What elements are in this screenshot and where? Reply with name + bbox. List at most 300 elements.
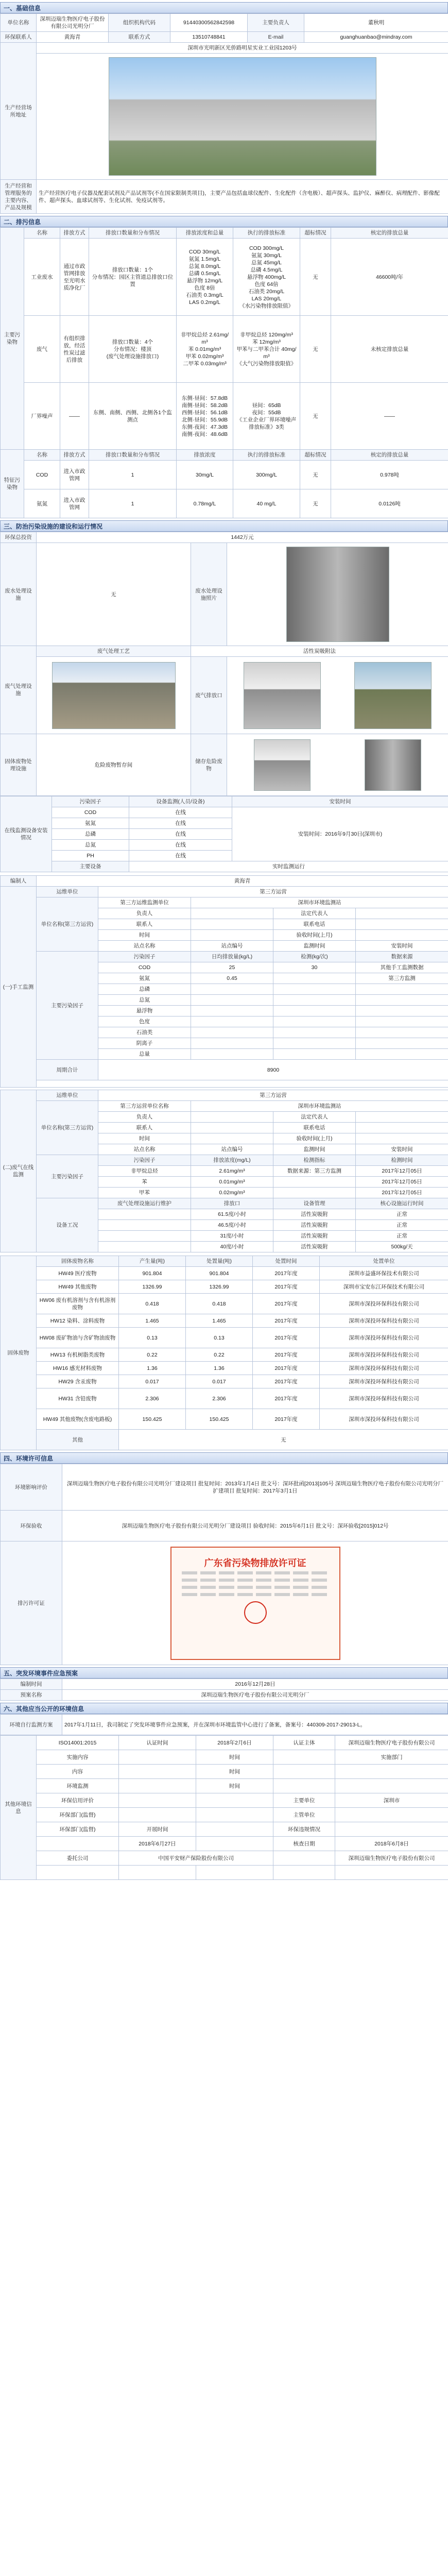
section-emergency-title: 五、突发环境事件应急预案 [0,1667,448,1679]
pollutant-row: 色度 [98,1016,191,1027]
sw-row: HW13 有机树脂类废物 [37,1348,119,1362]
row-wastewater-over: 无 [300,239,331,316]
gas-pollutant-head: 检测时间 [356,1155,448,1166]
special-nh3-mode: 进入市政管网 [60,489,89,518]
cert-title: 广东省污染物排放许可证 [204,1557,306,1569]
gas-pollutant-row: 2017年12月05日 [356,1188,448,1198]
head-dist: 排放口数量和分布情况 [89,228,177,239]
gas-sum-row: 正常 [356,1220,448,1231]
gas-sum-head: 排放口 [191,1198,273,1209]
sw-row: 901.804 [186,1267,253,1280]
gas-pollutant-row: 2.61mg/m³ [191,1166,273,1177]
sw-row: 1.465 [119,1314,186,1328]
wastewater-facility-photo [286,547,389,642]
env-row: 认证主体 [273,1736,335,1750]
cert-seal-icon [244,1601,267,1624]
sw-head: 处置单位 [320,1256,448,1267]
sw-row: 0.017 [186,1375,253,1388]
unit-row: 第三方运维监测单位 [98,897,191,908]
sw-row: HW49 其他废物(含废电路板) [37,1409,119,1430]
row-noise-dist: 东侧、南侧、西侧、北侧各1个监测点 [89,383,177,450]
period-total-value: 8900 [98,1060,448,1080]
sw-row: 2017年度 [253,1409,320,1430]
pollutant-head: 数据来源 [356,952,448,962]
row-gas-conc: 非甲烷总烃 2.61mg/m³ 苯 0.01mg/m³ 甲苯 0.02mg/m³ 二甲苯 0.03mg/m³ [177,316,233,383]
invest-label: 环保总投资 [1,532,37,543]
pollutant-row: 石油类 [98,1027,191,1038]
section-basic-info-title: 一、基础信息 [0,2,448,13]
row-gas-total: 未核定排放总量 [331,316,448,383]
gas-sum-row: 31度/小时 [191,1231,273,1242]
monitor-row: 氨氮 [52,818,129,829]
solid-waste-table [0,1256,448,1450]
period-total-label: 周期合计 [37,1060,98,1080]
sw-row: 1.36 [119,1362,186,1375]
head-total: 核定的排放总量 [331,228,448,239]
sw-head: 固体废物名称 [37,1256,119,1267]
section-emission-title: 二、排污信息 [0,216,448,227]
row-gas-name: 废气 [24,316,60,383]
emergency-table [0,1679,448,1701]
head-mode: 排放方式 [60,228,89,239]
gas-photo-cell-1 [37,657,191,734]
address: 深圳市光明新区光侨路明星实业工业园1203号 [37,43,448,54]
gas-unit-row: 深圳市环境监测站 [191,1101,448,1112]
sw-row: 901.804 [119,1267,186,1280]
sw-row: HW16 感光材料废物 [37,1362,119,1375]
row-wastewater-conc: COD 30mg/L 氨氮 1.5mg/L 总氮 8.0mg/L 总磷 0.5mg/L 悬浮物 12mg/L 色度 8倍 石油类 0.3mg/L LAS 0.2mg/L [177,239,233,316]
sw-row: 2.306 [119,1388,186,1409]
env-date-row: 2018年6月8日 [335,1837,448,1851]
sw-row: HW06 废有机溶剂与含有机溶剂废物 [37,1294,119,1314]
sw-head: 产生量(吨) [119,1256,186,1267]
head-std: 执行的排放标准 [233,228,300,239]
special-nh3-name: 氨氮 [24,489,60,518]
special-cod-std: 300mg/L [233,461,300,489]
sw-other-value: 无 [119,1430,448,1450]
gas-process: 活性炭吸附法 [191,646,448,657]
sw-row: 1326.99 [119,1280,186,1294]
sw-row: 深圳市深投环保科技有限公司 [320,1409,448,1430]
pollutant-row: 0.45 [191,973,273,984]
env-license-row: 环保信用评价 [37,1793,119,1808]
sw-row: 1326.99 [186,1280,253,1294]
env-row: 时间 [196,1765,273,1779]
gas-unit-row: 法定代表人 [273,1112,356,1123]
unit-row: 监测时间 [273,941,356,952]
sw-row: 深圳市宝安东江环保技术有限公司 [320,1280,448,1294]
special-nh3-over: 无 [300,489,331,518]
monitor-row: 在线 [129,829,232,840]
monitor-head-time: 安装时间 [232,796,448,807]
solid-facility-value: 危险废物暂存间 [37,734,191,796]
monitor-head-device: 设备监测(人员/设备) [129,796,232,807]
eia-label: 环境影响评价 [1,1464,62,1511]
building-photo-cell [37,54,448,180]
gas-process-label: 废气处理工艺 [37,646,191,657]
sw-row: HW12 染料、涂料废物 [37,1314,119,1328]
pollutant-row: 25 [191,962,273,973]
online-monitor-label: 在线监测设备安装情况 [1,796,52,872]
emergency-date-label: 编制时间 [1,1679,62,1690]
other-env-table [0,1735,448,1880]
env-row: 实施内容 [37,1750,119,1765]
sw-row: 2017年度 [253,1314,320,1328]
gas-operation-table [0,1090,448,1252]
row-gas-std: 非甲烷总烃 120mg/m³ 苯 12mg/m³ 甲苯与二甲苯合计 40mg/m³ 《大气污染物排放限值》 [233,316,300,383]
cert-line [182,1593,329,1596]
pollutant-row: 30 [273,962,356,973]
env-license-row: 环保违规情况 [273,1822,335,1837]
acceptance-label: 环保验收 [1,1511,62,1541]
contact-label: 环保联系人 [1,32,37,43]
env-license-row: 主要单位 [273,1793,335,1808]
email[interactable]: guanghuanbao@mindray.com [304,32,448,43]
factory-building-photo [109,57,376,176]
product-label: 生产经营和管理服务的主要内容、产品及规模 [1,180,37,214]
row-gas-over: 无 [300,316,331,383]
wastewater-photo-cell [227,543,448,646]
row-noise-conc: 东侧·昼间：57.8dB 南侧·昼间：58.2dB 西侧·昼间：56.1dB 北侧·昼间：55.9dB 东侧·夜间：47.3dB 南侧·夜间：48.6dB [177,383,233,450]
sw-row: 2017年度 [253,1348,320,1362]
sw-row: HW08 废矿物油与含矿物油废物 [37,1328,119,1348]
cert-line [182,1579,329,1582]
env-row: 环境监测 [37,1779,119,1793]
pollutant-row: 悬浮物 [98,1006,191,1016]
row-noise-total: —— [331,383,448,450]
manual-monitor-label: (一)手工监测 [1,887,37,1088]
env-date-row: 核查日期 [273,1837,335,1851]
gas-unit-head: 单位名称(第三方运营) [37,1101,98,1155]
sw-row: 0.22 [119,1348,186,1362]
pollutant-head: 污染因子 [98,952,191,962]
legal-label: 主要负责人 [248,14,304,32]
unit-row: 时间 [98,930,191,941]
gas-outlet-photo-2 [354,662,432,729]
unit-row: 联系人 [98,919,191,930]
gas-sum-row: 46.5度/小时 [191,1220,273,1231]
special-cod-name: COD [24,461,60,489]
wastewater-facility-label: 废水处理设施 [1,543,37,646]
self-monitor-text: 2017年1月11日，我司制定了突发环境事件应急预案，并在深圳市环境监管中心进行了备案，备案号：440309-2017-29013-L。 [62,1715,448,1735]
env-company-row: 委托公司 [37,1851,119,1866]
sw-row: 深圳市深投环保科技有限公司 [320,1314,448,1328]
monitor-row: PH [52,851,129,861]
main-pollutant-label: 主要污染物 [1,228,24,450]
sw-row: 深圳市深投环保科技有限公司 [320,1375,448,1388]
pollutant-row: 其他手工监测数据 [356,962,448,973]
env-row: 时间 [196,1750,273,1765]
gas-sum-row: 正常 [356,1209,448,1220]
gas-sum-head: 核心设施运行时间 [356,1198,448,1209]
unit-head: 单位名称(第三方运营) [37,897,98,952]
row-gas-dist: 排放口数量：4个 分布情况：楼顶 (废气处理设施排放口) [89,316,177,383]
solid-photo-cell [227,734,448,796]
gas-pollutant-row: 2017年12月05日 [356,1177,448,1188]
row-noise-name: 厂界噪声 [24,383,60,450]
gas-facility-label: 废气处理设施 [1,646,37,734]
special-nh3-total: 0.0126吨 [331,489,448,518]
pollutant-row: 总磷 [98,984,191,995]
head-over: 超标情况 [300,228,331,239]
gas-pollutant-head: 排放浓度(mg/L) [191,1155,273,1166]
gas-unit-row: 第三方运营单位名称 [98,1101,191,1112]
solid-waste-label: 固体废物 [1,1256,37,1450]
pollutant-row: 氨氮 [98,973,191,984]
pollutant-row: 总氮 [98,995,191,1006]
sw-head: 处置量(吨) [186,1256,253,1267]
permit-cert-cell [62,1541,448,1665]
legal-person: 董秋明 [304,14,448,32]
sw-row: 0.418 [186,1294,253,1314]
gas-pollutant-row: 2017年12月05日 [356,1166,448,1177]
sw-row: 深圳市深投环保科技有限公司 [320,1388,448,1409]
sub-head-std: 执行的排放标准 [233,450,300,461]
sw-row: 深圳市深投环保科技有限公司 [320,1294,448,1314]
monitor-row: 在线 [129,840,232,851]
row-gas-mode: 有组织排放，经活性炭过滤后排放 [60,316,89,383]
facility-table [0,532,448,796]
sw-row: 2017年度 [253,1388,320,1409]
env-license-row: 环保部门(监督) [37,1808,119,1822]
gas-sum-head: 废气处理设施运行维护 [98,1198,191,1209]
sw-other-label: 其他 [37,1430,119,1450]
env-company-row: 中国平安财产保险股份有限公司 [119,1851,273,1866]
special-nh3-conc: 0.78mg/L [177,489,233,518]
sw-row: 深圳市深投环保科技有限公司 [320,1348,448,1362]
cert-line [182,1571,329,1574]
sw-row: 深圳市益盛环保技术有限公司 [320,1267,448,1280]
unit-row: 验收时间(上月) [273,930,356,941]
gas-operator-value: 第三方运营 [98,1090,448,1101]
contact-person: 黄海青 [37,32,109,43]
emergency-plan: 深圳迈瑞生物医疗电子股份有限公司光明分厂 [62,1690,448,1701]
address-label: 生产经营场所地址 [1,43,37,180]
operation-table [0,875,448,1088]
gas-unit-row: 联系人 [98,1123,191,1133]
company-name-label: 单位名称 [1,14,37,32]
row-wastewater-dist: 排放口数量：1个 分布情况：园区主管道总排放口位置 [89,239,177,316]
pollutant-head: 日均排放量(kg/L) [191,952,273,962]
monitor-row: 在线 [129,851,232,861]
gas-pollutant-row: 非甲烷总烃 [98,1166,191,1177]
section-license-title: 四、环境许可信息 [0,1452,448,1464]
online-monitor-table [0,796,448,872]
sw-row: 0.13 [186,1328,253,1348]
sub-head-mode: 排放方式 [60,450,89,461]
gas-unit-row: 站点名称 [98,1144,191,1155]
solid-facility-caption: 储存危险废物 [191,734,227,796]
special-nh3-std: 40 mg/L [233,489,300,518]
email-label: E-mail [248,32,304,43]
row-wastewater-name: 工业废水 [24,239,60,316]
acceptance-text: 深圳迈瑞生物医疗电子股份有限公司光明分厂建设项目 验收时间：2015年6月1日 批文号：深环验收[2015]012号 [62,1511,448,1541]
gas-pollutant-head: 污染因子 [98,1155,191,1166]
phone-label: 联系方式 [109,32,170,43]
env-license-row: 开展时间 [119,1822,196,1837]
sub-head-total: 核定的排放总量 [331,450,448,461]
report-page [0,2,448,1880]
sw-row: 150.425 [186,1409,253,1430]
operator-value: 第三方运营 [98,887,448,897]
product-description: 生产经营医疗电子仪器及配套试剂及产品试剂等(不在国家限制类项目)，主要产品包括血球仪配件、生化配件（含电极）、超声探头、监护仪、麻醉仪、病理配件、影像配件、超声探头、血球试剂等、生化试剂、免疫试剂等。 [37,180,448,214]
unit-row: 负责人 [98,908,191,919]
gas-unit-row: 负责人 [98,1112,191,1123]
special-cod-dist: 1 [89,461,177,489]
unit-row: 深圳市环境监测站 [191,897,448,908]
eia-text: 深圳迈瑞生物医疗电子股份有限公司光明分厂建设项目 批复时间：2013年1月4日 批文号：深环批函[2013]105号 深圳迈瑞生物医疗电子股份有限公司光明分厂扩建项目 批复时间：2017年3月1日 [62,1464,448,1511]
sw-row: 0.22 [186,1348,253,1362]
sw-row: HW29 含汞废物 [37,1375,119,1388]
editor-value: 黄海青 [37,876,448,887]
gas-unit-row: 安装时间 [356,1144,448,1155]
sw-row: 150.425 [119,1409,186,1430]
invest-value: 1442万元 [37,532,448,543]
sw-row: 2017年度 [253,1362,320,1375]
sw-row: 2017年度 [253,1267,320,1280]
gas-pollutant-row: 数据来源：第三方监测 [273,1166,356,1177]
sw-row: 2017年度 [253,1328,320,1348]
section-facility-title: 三、防治污染设施的建设和运行情况 [0,520,448,532]
pollutant-row: COD [98,962,191,973]
gas-sum-row: 500kg/天 [356,1242,448,1252]
section-other-title: 六、其他应当公开的环境信息 [0,1703,448,1714]
gas-pollutant-row: 0.02mg/m³ [191,1188,273,1198]
gas-pollutant-group-label: 主要污染因子 [37,1155,98,1198]
gas-sum-row: 正常 [356,1231,448,1242]
pollutant-group-label: 主要污染因子 [37,952,98,1060]
gas-unit-row: 时间 [98,1133,191,1144]
unit-row: 站点编号 [191,941,273,952]
org-code: 91440300562842598 [170,14,248,32]
gas-sum-row: 活性炭吸附 [273,1242,356,1252]
gas-pollutant-row: 苯 [98,1177,191,1188]
row-noise-mode: —— [60,383,89,450]
special-pollutant-label: 特征污染物 [1,450,24,518]
head-name: 名称 [24,228,60,239]
monitor-row: 在线 [129,807,232,818]
gas-sum-row: 61.5度/小时 [191,1209,273,1220]
gas-pollutant-row: 0.01mg/m³ [191,1177,273,1188]
gas-outlet-photo [244,662,321,729]
env-row: ISO14001:2015 [37,1736,119,1750]
sw-row: 2017年度 [253,1280,320,1294]
solid-facility-photo [254,739,311,791]
env-company-row: 深圳迈瑞生物医疗电子股份有限公司 [335,1851,448,1866]
gas-photo-cell-2 [227,657,448,734]
row-wastewater-std: COD 300mg/L 氨氮 30mg/L 总氮 45mg/L 总磷 4.5mg/L 悬浮物 400mg/L 色度 64倍 石油类 20mg/L LAS 20mg/L 《水污染物排放限值》 [233,239,300,316]
sw-row: HW49 医疗废物 [37,1267,119,1280]
main-device-label: 主要设备 [52,861,129,872]
org-code-label: 组织机构代码 [109,14,170,32]
sub-head-dist: 排放口数量和分布情况 [89,450,177,461]
gas-monitor-label: (二)废气在线监测 [1,1090,37,1252]
sw-row: 2.306 [186,1388,253,1409]
sw-row: 1.465 [186,1314,253,1328]
env-row: 内容 [37,1765,119,1779]
gas-sum-row: 活性炭吸附 [273,1209,356,1220]
env-row: 时间 [196,1779,273,1793]
env-license-row: 深圳市 [335,1793,448,1808]
monitor-install-time: 安装时间：2016年9月30日(深圳市) [232,807,448,861]
row-noise-std: 昼间：65dB 夜间：55dB 《工业企业厂界环境噪声排放标准》3类 [233,383,300,450]
pollutant-head: 检测(kg/次) [273,952,356,962]
gas-unit-row: 监测时间 [273,1144,356,1155]
sw-row: 0.418 [119,1294,186,1314]
sub-head-name: 名称 [24,450,60,461]
gas-facility-photo [52,662,176,729]
self-monitor-label: 环境自行监测方案 [1,1715,62,1735]
special-cod-over: 无 [300,461,331,489]
sw-row: 深圳市深投环保科技有限公司 [320,1362,448,1375]
unit-row: 站点名称 [98,941,191,952]
sw-row: 0.13 [119,1328,186,1348]
unit-row: 安装时间 [356,941,448,952]
env-row: 深圳迈瑞生物医疗电子股份有限公司 [335,1736,448,1750]
gas-sum-row: 40度/小时 [191,1242,273,1252]
gas-outlet-caption: 废气排放口 [191,657,227,734]
solid-facility-photo-2 [365,739,421,791]
monitor-head-factor: 污染因子 [52,796,129,807]
sw-row: 深圳市深投环保科技有限公司 [320,1328,448,1348]
unit-row: 法定代表人 [273,908,356,919]
editor-label: 编制人 [1,876,37,887]
emergency-date: 2016年12月28日 [62,1679,448,1690]
env-date-row: 2018年6月27日 [119,1837,196,1851]
sw-row: 0.017 [119,1375,186,1388]
sw-row: 2017年度 [253,1375,320,1388]
license-table [0,1464,448,1665]
monitor-row: 总氮 [52,840,129,851]
permit-certificate-image [170,1547,340,1660]
sw-row: HW31 含铅废物 [37,1388,119,1409]
special-cod-mode: 进入市政管网 [60,461,89,489]
special-cod-total: 0.978吨 [331,461,448,489]
env-row: 2018年2月6日 [196,1736,273,1750]
env-row: 认证时间 [119,1736,196,1750]
company-name: 深圳迈瑞生物医疗电子股份有限公司光明分厂 [37,14,109,32]
emergency-plan-label: 预案名称 [1,1690,62,1701]
monitor-row: 在线 [129,818,232,829]
gas-sum-row: 活性炭吸附 [273,1220,356,1231]
special-nh3-dist: 1 [89,489,177,518]
sub-head-conc: 排放浓度 [177,450,233,461]
pollutant-row: 总量 [98,1049,191,1060]
phone: 13510748841 [170,32,248,43]
monitor-row: 总磷 [52,829,129,840]
permit-label: 排污许可证 [1,1541,62,1665]
gas-unit-row: 联系电话 [273,1123,356,1133]
gas-unit-row: 验收时间(上月) [273,1133,356,1144]
wastewater-process: 无 [37,543,191,646]
row-noise-over: 无 [300,383,331,450]
special-cod-conc: 30mg/L [177,461,233,489]
wastewater-photo-caption: 废水处理设施照片 [191,543,227,646]
sw-row: 1.36 [186,1362,253,1375]
other-info-table [0,1714,448,1735]
other-env-label: 其他环境信息 [1,1736,37,1880]
head-conc: 排放浓度和总量 [177,228,233,239]
env-row: 实施部门 [335,1750,448,1765]
sw-head: 处置时间 [253,1256,320,1267]
gas-operator-label: 运维单位 [37,1090,98,1101]
gas-sum-head: 设备管理 [273,1198,356,1209]
sub-head-over: 超标情况 [300,450,331,461]
gas-pollutant-head: 检测指标 [273,1155,356,1166]
solid-facility-label: 固体废物处理设施 [1,734,37,796]
row-wastewater-total: 46600吨/年 [331,239,448,316]
env-license-row: 环保部门(监督) [37,1822,119,1837]
